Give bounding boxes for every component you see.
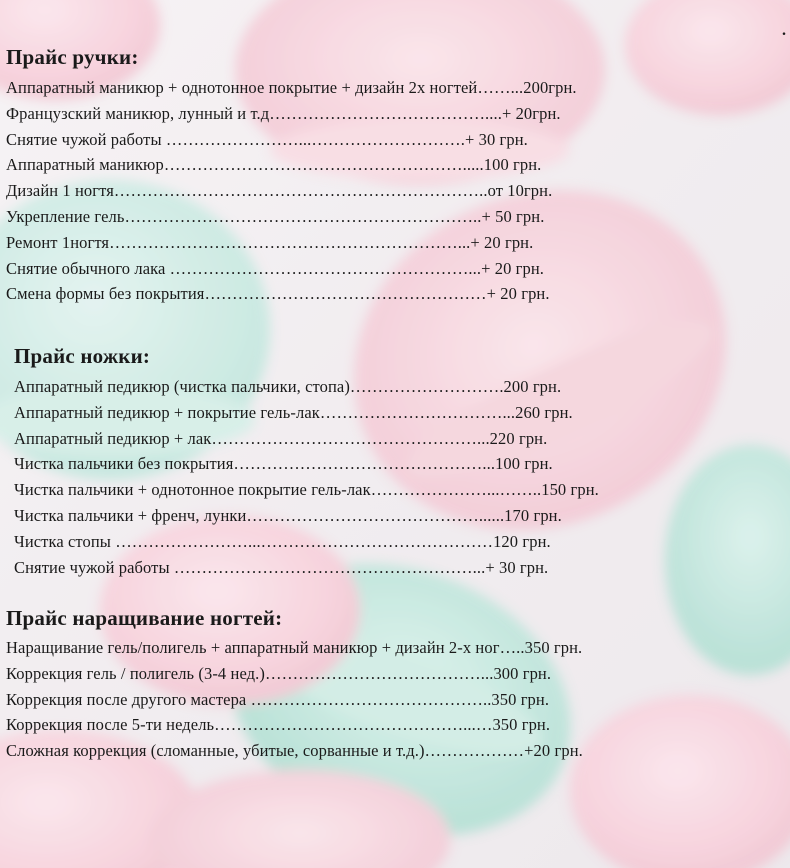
price-row: Коррекция гель / полигель (3-4 нед.)…………………………………...300 грн.	[6, 663, 552, 683]
price-row: Снятие обычного лака ………………………………………………...+ 20 грн.	[6, 258, 545, 278]
price-row: Аппаратный маникюр + однотонное покрытие + дизайн 2х ногтей……...200грн.	[6, 78, 577, 97]
price-row: Французский маникюр, лунный и т.д…………………………………....+ 20грн.	[6, 103, 561, 123]
price-row: Чистка пальчики + френч, лунки……………………………………......170 грн.	[14, 505, 562, 525]
price-row: Смена формы без покрытия……………………………………………+ 20 грн.	[6, 284, 550, 304]
section-hands-prices	[6, 45, 577, 307]
price-row: Коррекция после 5-ти недель………………………………………...…350 грн.	[6, 715, 551, 735]
price-row: Дизайн 1 ногтя…………………………………………………………..от 10грн.	[6, 181, 553, 201]
price-list-hands	[6, 75, 577, 307]
price-row: Снятие чужой работы ……………………...……………………….+ 30 грн.	[6, 129, 528, 149]
price-row: Снятие чужой работы ………………………………………………...+ 30 грн.	[14, 557, 549, 577]
section-extensions-prices	[6, 606, 583, 764]
price-row: Укрепление гель………………………………………………………..+ 50 грн.	[6, 206, 545, 226]
price-row: Чистка стопы ……………………...……………………………………120 грн.	[14, 531, 551, 551]
price-row: Аппаратный педикюр + покрытие гель-лак……………………………...260 грн.	[14, 402, 573, 422]
corner-mark: .	[782, 22, 786, 39]
price-row: Сложная коррекция (сломанные, убитые, сорванные и т.д.)………………+20 грн.	[6, 741, 583, 761]
section-title-feet: Прайс ножки:	[14, 344, 151, 368]
price-row: Коррекция после другого мастера ……………………………………..350 грн.	[6, 689, 550, 709]
section-title-hands: Прайс ручки:	[6, 45, 139, 69]
price-row: Наращивание гель/полигель + аппаратный маникюр + дизайн 2-х ног…..350 грн.	[6, 638, 583, 657]
section-title-extensions: Прайс наращивание ногтей:	[6, 606, 283, 630]
price-row: Чистка пальчики без покрытия………………………………………...100 грн.	[14, 454, 553, 474]
price-row: Аппаратный педикюр (чистка пальчики, стопа)……………………….200 грн.	[14, 377, 562, 396]
price-row: Ремонт 1ногтя………………………………………………………...+ 20 грн.	[6, 232, 534, 252]
price-list-extensions	[6, 635, 583, 764]
price-row: Аппаратный педикюр + лак…………………………………………...220 грн.	[14, 428, 548, 448]
price-row: Аппаратный маникюр……………………………………………….....100 грн.	[6, 155, 542, 175]
price-list-feet	[14, 374, 599, 580]
section-feet-prices	[14, 344, 599, 580]
price-row: Чистка пальчики + однотонное покрытие гель-лак…………………...……..150 грн.	[14, 480, 599, 500]
